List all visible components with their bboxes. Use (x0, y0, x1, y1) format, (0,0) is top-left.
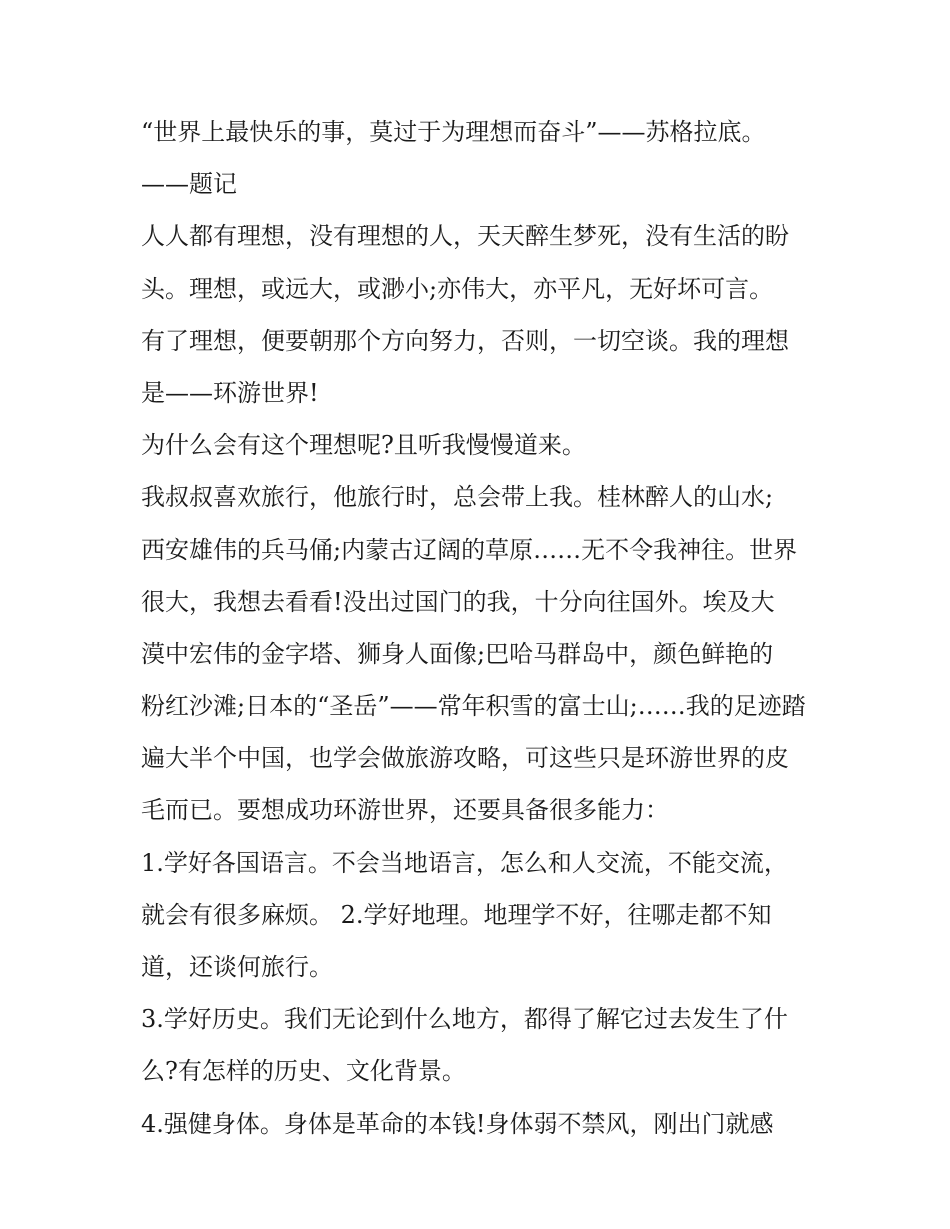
text-line: 么?有怎样的历史、文化背景。 (141, 1057, 466, 1086)
text-line: 遍大半个中国，也学会做旅游攻略，可这些只是环游世界的皮 (141, 744, 789, 773)
text-line: 有了理想，便要朝那个方向努力，否则，一切空谈。我的理想 (141, 326, 789, 355)
text-line: 道，还谈何旅行。 (141, 953, 333, 981)
text-line: 为什么会有这个理想呢?且听我慢慢道来。 (141, 431, 586, 460)
text-line: 人人都有理想，没有理想的人，天天醉生梦死，没有生活的盼 (141, 222, 789, 251)
text-line: “世界上最快乐的事，莫过于为理想而奋斗”——苏格拉底。 (141, 118, 766, 146)
text-line: 很大，我想去看看!没出过国门的我，十分向往国外。埃及大 (141, 587, 775, 616)
text-line: 是——环游世界! (141, 378, 319, 407)
text-line: 3.学好历史。我们无论到什么地方，都得了解它过去发生了什 (141, 1005, 788, 1034)
text-line: 头。理想，或远大，或渺小;亦伟大，亦平凡，无好坏可言。 (141, 274, 774, 303)
text-line: 漠中宏伟的金字塔、狮身人面像;巴哈马群岛中，颜色鲜艳的 (141, 639, 774, 668)
text-line: 粉红沙滩;日本的“圣岳”——常年积雪的富士山;……我的足迹踏 (141, 692, 806, 721)
text-line: 毛而已。要想成功环游世界，还要具备很多能力： (141, 796, 669, 825)
text-line: 西安雄伟的兵马俑;内蒙古辽阔的草原……无不令我神往。世界 (141, 535, 798, 564)
text-line: 4.强健身体。身体是革命的本钱!身体弱不禁风，刚出门就感 (141, 1109, 774, 1138)
text-line: 我叔叔喜欢旅行，他旅行时，总会带上我。桂林醉人的山水; (141, 483, 774, 512)
document-body (141, 106, 831, 1150)
text-line: 就会有很多麻烦。 2.学好地理。地理学不好，往哪走都不知 (141, 900, 772, 929)
text-line: ——题记 (141, 170, 237, 199)
text-line: 1.学好各国语言。不会当地语言，怎么和人交流，不能交流， (141, 848, 788, 877)
